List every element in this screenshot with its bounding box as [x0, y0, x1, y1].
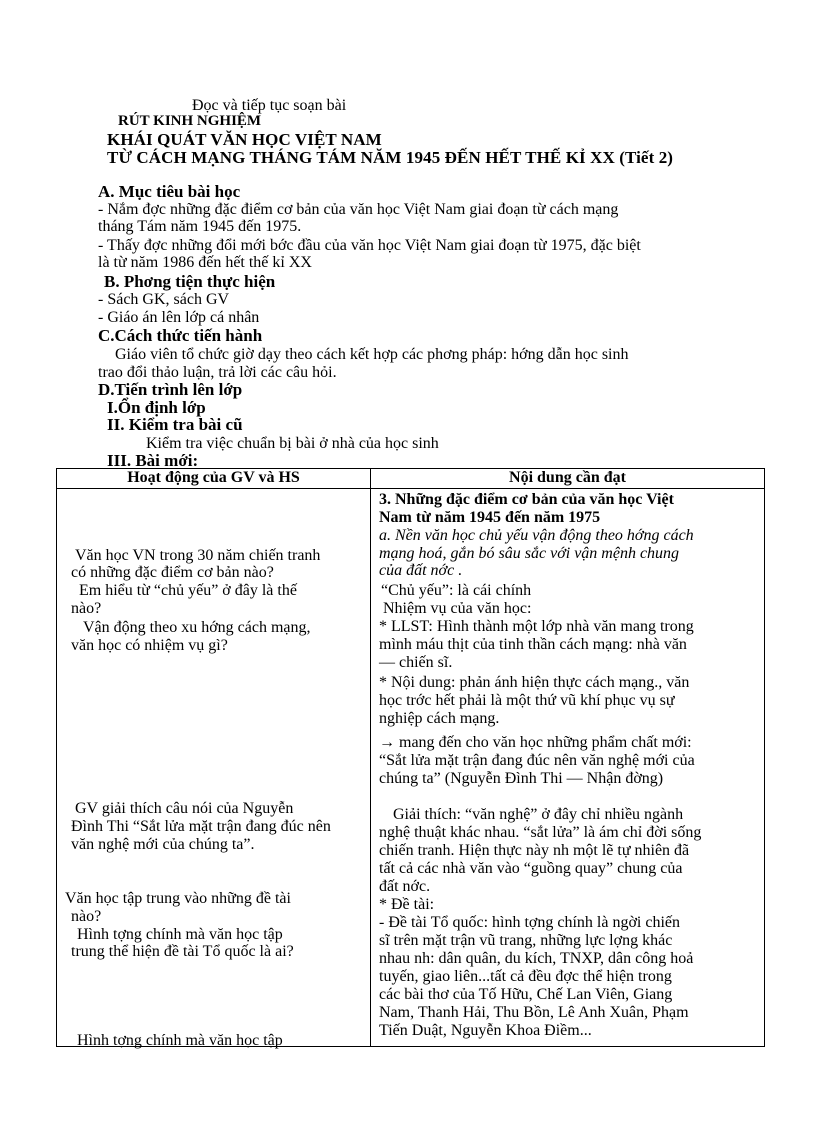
right-line: nghiệp cách mạng.	[379, 710, 500, 727]
page-title-suffix: (Tiết 2)	[619, 148, 674, 167]
section-b-line: - Giáo án lên lớp cá nhân	[98, 309, 260, 326]
section-b-line: - Sách GK, sách GV	[98, 291, 230, 308]
right-line: — chiến sĩ.	[379, 654, 453, 671]
right-line: → mang đến cho văn học những phẩm chất mới:	[379, 734, 692, 751]
right-line: * Đề tài:	[379, 896, 435, 913]
right-line: Tiến Duật, Nguyễn Khoa Điềm...	[379, 1022, 592, 1039]
table-header-right: Nội dung cần đạt	[371, 469, 765, 489]
right-line: Nam, Thanh Hải, Thu Bồn, Lê Anh Xuân, Phạm	[379, 1004, 689, 1021]
right-heading: Nam từ năm 1945 đến năm 1975	[379, 509, 601, 526]
section-a-line: tháng Tám năm 1945 đến 1975.	[98, 218, 302, 235]
left-line: nào?	[71, 908, 102, 925]
section-c-line: Giáo viên tổ chức giờ dạy theo cách kết hợp các phơng pháp: hớng dẫn học sinh	[115, 346, 629, 363]
left-line: văn nghệ mới của chúng ta”.	[71, 836, 255, 853]
right-line: sĩ trên mặt trận vũ trang, những lực lợng khác	[379, 932, 673, 949]
right-heading: 3. Những đặc điểm cơ bản của văn học Việt	[379, 491, 674, 508]
table-header-left: Hoạt động của GV và HS	[57, 469, 371, 489]
left-line: văn học có nhiệm vụ gì?	[71, 637, 228, 654]
left-line: có những đặc điểm cơ bản nào?	[71, 564, 274, 581]
section-c-line: trao đổi thảo luận, trả lời các câu hỏi.	[98, 364, 337, 381]
right-line: học trớc hết phải là một thứ vũ khí phục vụ sự	[379, 692, 675, 709]
section-a-title: A. Mục tiêu bài học	[98, 182, 241, 201]
left-line: Văn học tập trung vào những đề tài	[65, 890, 291, 907]
right-line: “Chủ yếu”: là cái chính	[381, 582, 532, 599]
right-italic-line: của đất nớc .	[379, 562, 463, 579]
right-line: Nhiệm vụ của văn học:	[383, 600, 532, 617]
right-line: đất nớc.	[379, 878, 431, 895]
right-line: Giải thích: “văn nghệ” ở đây chỉ nhiều ngành	[393, 806, 684, 823]
right-line: * LLST: Hình thành một lớp nhà văn mang trong	[379, 618, 694, 635]
page-title-main: TỪ CÁCH MẠNG THÁNG TÁM NĂM 1945 ĐẾN HẾT THẾ KỈ XX	[107, 148, 615, 167]
section-a-line: là từ năm 1986 đến hết thế kỉ XX	[98, 254, 312, 271]
left-line: GV giải thích câu nói của Nguyễn	[75, 800, 294, 817]
page-title-line1: KHÁI QUÁT VĂN HỌC VIỆT NAM	[107, 130, 382, 149]
left-line: Hình tợng chính mà văn học tập	[77, 1032, 283, 1049]
section-d1: I.Ổn định lớp	[107, 398, 206, 417]
left-line: nào?	[71, 600, 102, 617]
page-title-line2	[107, 149, 673, 166]
right-line: - Đề tài Tổ quốc: hình tợng chính là ngời chiến	[379, 914, 681, 931]
right-line: nhau nh: dân quân, du kích, TNXP, dân công hoả	[379, 950, 694, 967]
left-line: Em hiểu từ “chủ yếu” ở đây là thế	[79, 582, 297, 599]
right-line: tất cả các nhà văn vào “guồng quay” chung của	[379, 860, 683, 877]
left-line: trung thể hiện đề tài Tổ quốc là ai?	[71, 943, 294, 960]
right-italic-line: mạng hoá, gắn bó sâu sắc với vận mệnh chung	[379, 545, 680, 562]
right-line: tuyến, giao liên...tất cả đều đợc thể hiện trong	[379, 968, 672, 985]
experience-heading: RÚT KINH NGHIỆM	[118, 113, 262, 129]
right-line: nghệ thuật khác nhau. “sắt lửa” là ám chỉ đời sống	[379, 824, 702, 841]
left-line: Vận động theo xu hớng cách mạng,	[83, 619, 311, 636]
section-d2-text: Kiểm tra việc chuẩn bị bài ở nhà của học sinh	[146, 435, 439, 452]
section-d3: III. Bài mới:	[107, 451, 199, 470]
right-line: mình máu thịt của tinh thần cách mạng: nhà văn	[379, 636, 687, 653]
right-line: chiến tranh. Hiện thực này nh một lẽ tự nhiên đã	[379, 842, 690, 859]
section-c-title: C.Cách thức tiến hành	[98, 326, 263, 345]
right-line: các bài thơ của Tố Hữu, Chế Lan Viên, Giang	[379, 986, 673, 1003]
right-line: * Nội dung: phản ánh hiện thực cách mạng., văn	[379, 674, 690, 691]
activity-column	[57, 489, 371, 1047]
section-a-line: - Thấy đợc những đổi mới bớc đầu của văn học Việt Nam giai đoạn từ 1975, đặc biệt	[98, 237, 641, 254]
section-d2: II. Kiểm tra bài cũ	[107, 415, 243, 434]
section-b-title: B. Phơng tiện thực hiện	[104, 272, 276, 291]
right-italic-line: a. Nền văn học chủ yếu vận động theo hớng cách	[379, 527, 694, 544]
section-d-title: D.Tiến trình lên lớp	[98, 380, 243, 399]
lesson-table	[56, 468, 765, 1047]
top-note: Đọc và tiếp tục soạn bài	[192, 97, 347, 114]
content-column	[371, 489, 765, 1047]
left-line: Hình tợng chính mà văn học tập	[77, 926, 283, 943]
right-line: “Sắt lửa mặt trận đang đúc nên văn nghệ mới của	[379, 752, 695, 769]
section-a-line: - Nắm đợc những đặc điểm cơ bản của văn học Việt Nam giai đoạn từ cách mạng	[98, 201, 619, 218]
left-line: Đình Thi “Sắt lửa mặt trận đang đúc nên	[71, 818, 331, 835]
right-line: chúng ta” (Nguyễn Đình Thi — Nhận đờng)	[379, 770, 664, 787]
left-line: Văn học VN trong 30 năm chiến tranh	[75, 547, 321, 564]
